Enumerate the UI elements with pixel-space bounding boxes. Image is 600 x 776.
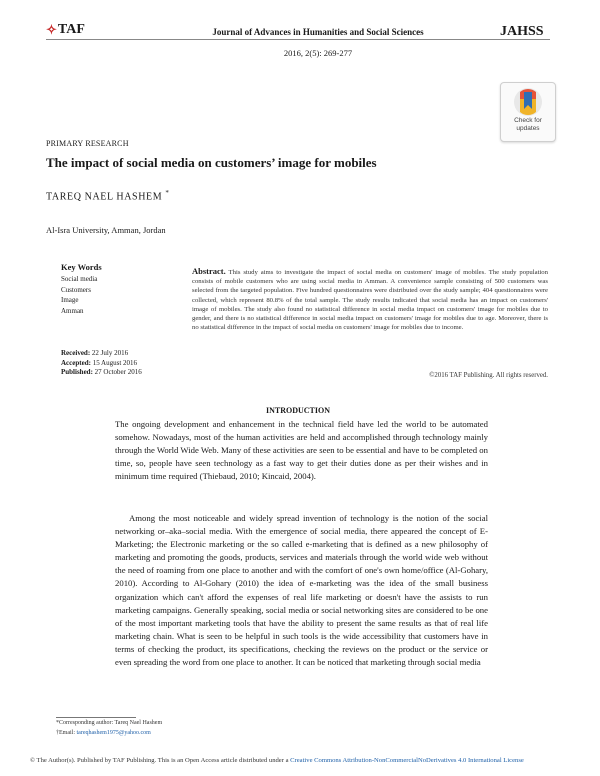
author-mark: * <box>165 189 170 197</box>
publisher-logo <box>46 22 85 38</box>
abstract-heading: Abstract. <box>192 266 226 276</box>
footnote-rule <box>56 717 136 718</box>
license-footer: © The Author(s). Published by TAF Publishing. This is an Open Access article distributed under a Creative Commons Attribution-NonCommercialNoDerivatives 4.0 International License <box>30 757 524 764</box>
published-date: Published: 27 October 2016 <box>61 368 142 377</box>
header-rule <box>46 39 550 40</box>
paragraph: The ongoing development and enhancement in the technical field have led the world to be automated somehow. Nowadays, most of the human activities are held and accomplished through technology mainly through the World Wide Web. Many of these activities are seen to be essential and have to be completed on time, so, people have seen technology as a fast way to get their duties done as per their wishes and in minimum time required (Thiebaud, 2010; Kincaid, 2004). <box>115 419 488 482</box>
check-for-updates-badge[interactable] <box>500 82 556 142</box>
email-footnote: †Email: tareqhashem1975@yahoo.com <box>56 730 151 736</box>
article-type: PRIMARY RESEARCH <box>46 139 129 148</box>
article-title: The impact of social media on customers’ image for mobiles <box>46 155 377 170</box>
bookmark-icon <box>512 87 544 117</box>
author-name: TAREQ NAEL HASHEM * <box>46 189 170 203</box>
keywords-list <box>61 274 97 316</box>
logo-text: TAF <box>57 22 85 37</box>
paragraph: Among the most noticeable and widely spread invention of technology is the notion of the social networking or–aka–social media. With the emergence of social media, there appeared the concept of E-Marketing; the Electronic marketing or the so called e-marketing that is defined as a new philosophy of marketing and promoting the goods, products, services and materials through the world wide web without the need of roaming from one place to another and with the comfort of one's own home/office (Al-Gohary, 2010). According to Al-Gohary (2010) the idea of e-marketing was the idea of the small business organization which can't afford the expenses of real life marketing or doesn't have the assists to run marketing campaigns. Generally speaking, social media or social networking sites are considered to be one of the most important marketing tools that have the ability to present the same results as that of real life marketing chain. What is seen to be helpful in such tools is the wide accessibility that customers have in terms of checking the product, its specifications, checking the reviews on the product or the service or even spreading the word from one place to another. It can be noticed that marketing through social media <box>115 513 488 668</box>
journal-acronym: JAHSS <box>500 24 544 39</box>
journal-name: Journal of Advances in Humanities and Social Sciences <box>212 27 424 37</box>
keyword-item: Social media <box>61 275 98 283</box>
introduction-heading: INTRODUCTION <box>265 406 330 415</box>
license-link[interactable]: Creative Commons Attribution-NonCommercialNoDerivatives 4.0 International License <box>290 757 524 764</box>
badge-label: Check for updates <box>514 117 542 132</box>
accepted-date: Accepted: 15 August 2016 <box>61 358 138 367</box>
abstract-text: This study aims to investigate the impact of social media on customers' image of mobiles. The study population consists of mobile customers who are using social media in Amman. A convenience sample consisting of 500 customers was selected from the targeted population. Five hundred questionnaires were distributed over the study sample; 404 questionnaires were collected, which represent 80.8% of the total sample. The study results indicated that social media has an impact on customers' image of mobiles. The study also found no statistical difference in social media impact on customers' image for mobiles due to gender, and there is no statistical difference in social media impact on customers' image for mobiles due to age. Moreover, there is no statistical difference in the impact of social media on customers' image for mobiles due to income. <box>192 269 548 332</box>
abstract <box>192 267 548 332</box>
copyright: ©2016 TAF Publishing. All rights reserved. <box>429 372 548 379</box>
star-icon: ✧ <box>46 22 57 37</box>
article-dates <box>61 349 142 378</box>
keyword-item: Amman <box>61 306 84 315</box>
keyword-item: Customers <box>61 285 91 294</box>
corresponding-author: *Corresponding author: Tareq Nael Hashem <box>56 720 163 726</box>
volume-info: 2016, 2(5): 269-277 <box>283 48 353 58</box>
received-date: Received: 22 July 2016 <box>61 349 129 357</box>
keywords-heading: Key Words <box>61 262 102 272</box>
keyword-item: Image <box>61 296 79 305</box>
affiliation: Al-Isra University, Amman, Jordan <box>46 225 166 235</box>
email-link[interactable]: tareqhashem1975@yahoo.com <box>76 730 151 736</box>
